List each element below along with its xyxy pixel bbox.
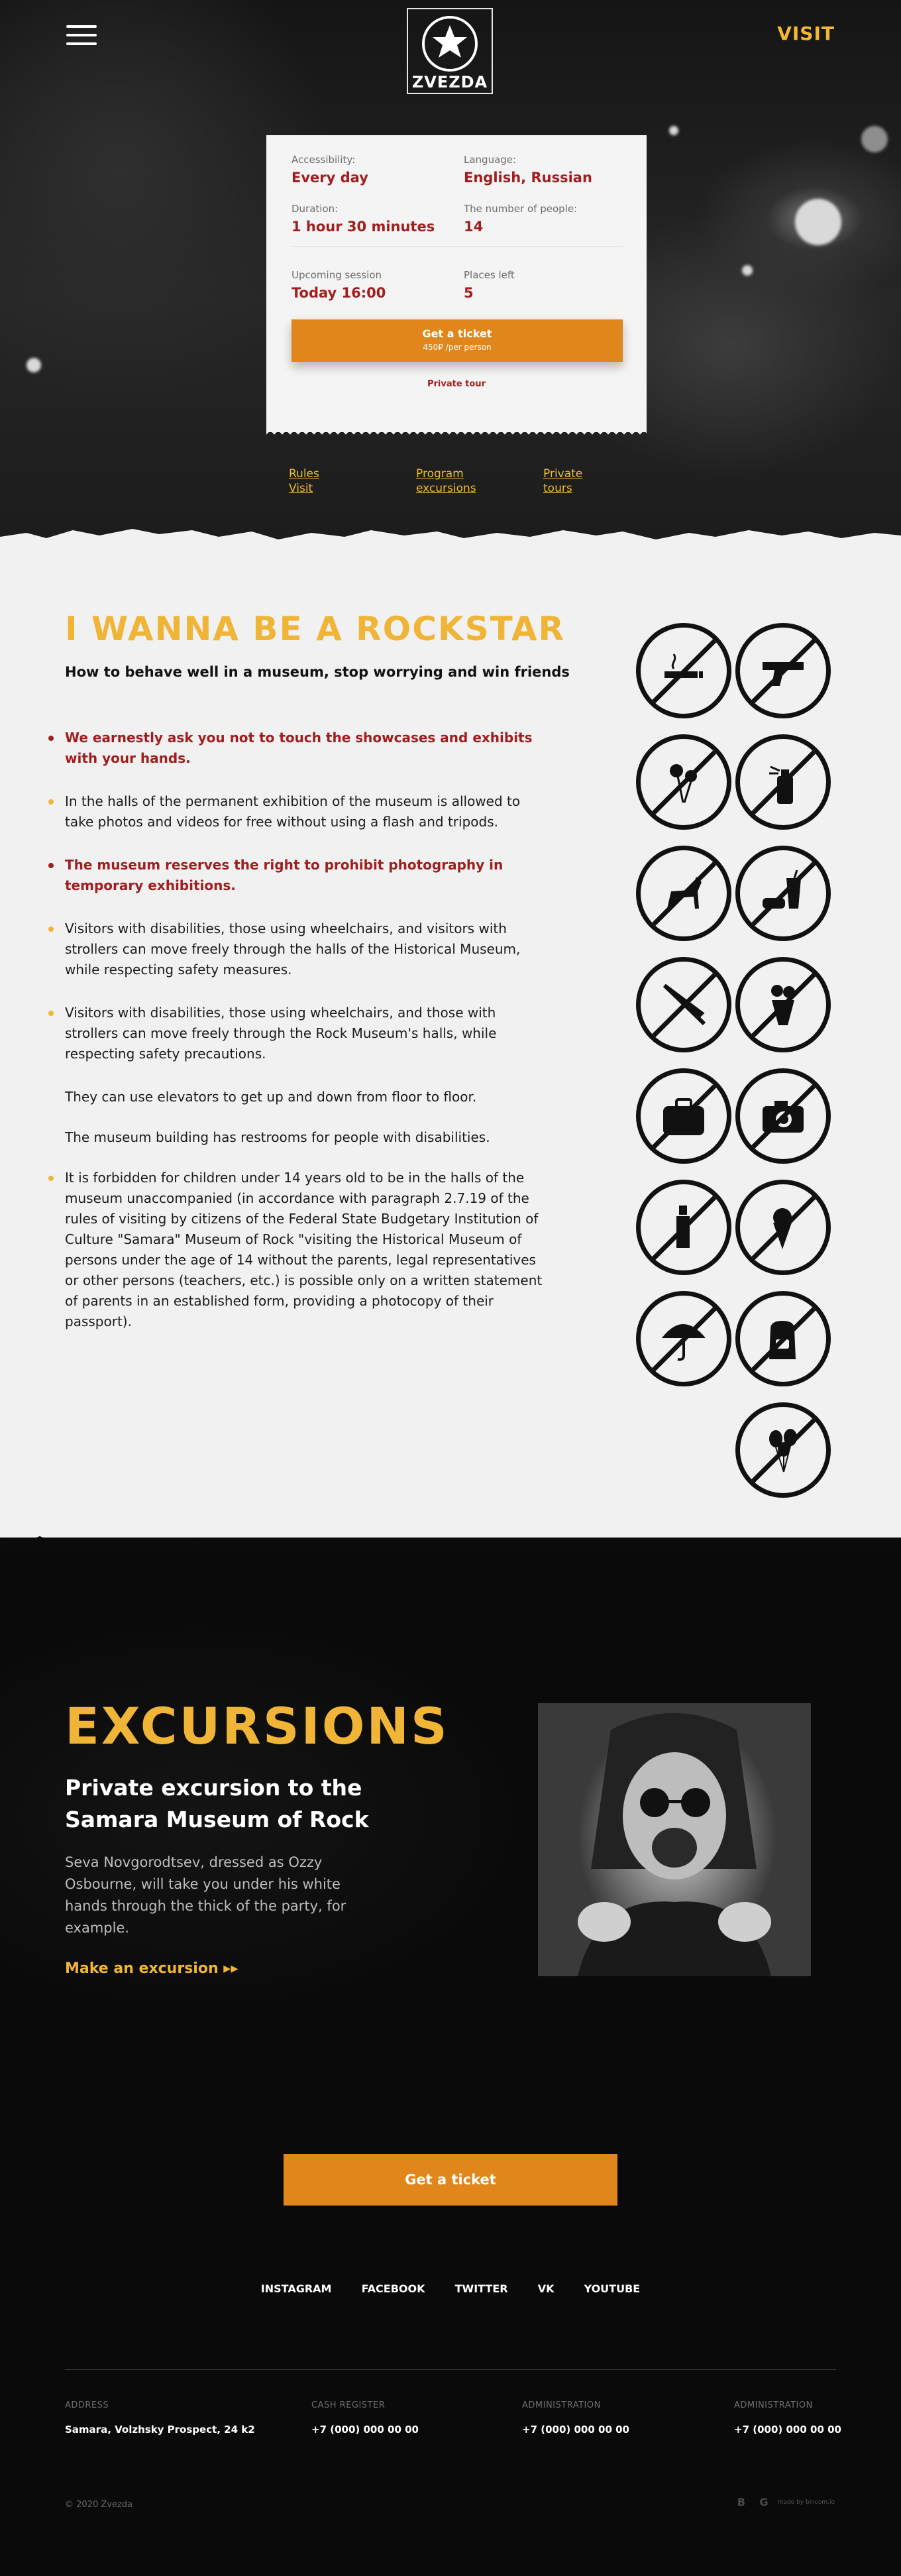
excursion-subtitle: Private excursion to the Samara Museum of Rock [65, 1775, 369, 1832]
excursion-description: Seva Novgorodtsev, dressed as Ozzy Osbourne, will take you under his white hands through the thick of the party, for example. [65, 1854, 346, 1936]
footer-administration [522, 2400, 629, 2436]
hero-section [0, 0, 901, 543]
language-label: Language: [464, 154, 517, 166]
rules-subtitle: How to behave well in a museum, stop worrying and win friends [65, 664, 570, 680]
no-weapons-icon [735, 623, 831, 718]
admin-label: ADMINISTRATION [734, 2400, 813, 2410]
no-balloons-icon [735, 1402, 831, 1498]
private-tour-link[interactable]: Private tour [427, 379, 486, 389]
copyright: © 2020 Zvezda [65, 2500, 132, 2510]
no-ice-cream-icon [735, 1180, 831, 1275]
link-line: Rules [289, 467, 319, 480]
address-label: ADDRESS [65, 2400, 109, 2410]
language-info [464, 154, 623, 186]
people-value: 14 [464, 219, 484, 235]
instagram-link[interactable]: INSTAGRAM [260, 2282, 332, 2295]
accessibility-label: Accessibility: [292, 154, 356, 166]
developer-credit: made by bincom.io [777, 2498, 835, 2506]
address-value: Samara, Volzhsky Prospect, 24 k2 [65, 2424, 255, 2436]
footer-address [65, 2400, 255, 2436]
rules-section [0, 543, 901, 1538]
no-bouquets-icon [735, 957, 831, 1052]
make-excursion-link[interactable] [65, 1960, 238, 1977]
session-info [292, 269, 464, 301]
accessibility-value: Every day [292, 170, 368, 186]
link-line: Program [416, 467, 464, 480]
logo-text: ZVEZDA [411, 73, 488, 91]
hamburger-menu-icon[interactable] [66, 25, 97, 49]
excursions-title: EXCURSIONS [65, 1697, 449, 1756]
rules-list [46, 728, 550, 1355]
accessibility-info [292, 154, 464, 186]
session-value: Today 16:00 [292, 285, 386, 301]
no-spray-icon [735, 734, 831, 830]
session-label: Upcoming session [292, 269, 382, 281]
private-tours-link[interactable] [543, 467, 670, 496]
no-food-drinks-icon [735, 846, 831, 941]
excursions-section [0, 1551, 901, 2576]
link-line: excursions [416, 482, 476, 495]
get-ticket-label: Get a ticket [422, 327, 492, 340]
double-arrow-icon: ▸▸ [223, 1960, 238, 1977]
no-knives-icon [636, 957, 731, 1052]
footer-cash-register [311, 2400, 419, 2436]
rule-item: Visitors with disabilities, those using wheelchairs, and visitors with strollers can move freely through the halls of the Historical Museum, while respecting safety measures. [46, 919, 550, 980]
footer-administration-2 [734, 2400, 841, 2436]
duration-label: Duration: [292, 203, 339, 215]
no-dogs-icon [636, 846, 731, 941]
rule-item: The museum building has restrooms for people with disabilities. [65, 1129, 490, 1145]
duration-info [292, 203, 464, 235]
developer-logo-mark: B G [737, 2496, 774, 2508]
social-links [0, 2282, 901, 2295]
people-label: The number of people: [464, 203, 578, 215]
admin-phone[interactable]: +7 (000) 000 00 00 [734, 2424, 841, 2436]
no-flash-photo-icon [735, 1068, 831, 1164]
twitter-link[interactable]: TWITTER [454, 2282, 508, 2295]
visit-link[interactable]: VISIT [777, 23, 835, 44]
program-excursions-link[interactable] [416, 467, 543, 496]
rules-visit-link[interactable] [289, 467, 416, 496]
admin-phone[interactable]: +7 (000) 000 00 00 [522, 2424, 629, 2436]
get-ticket-button[interactable] [292, 319, 623, 362]
excursion-photo [538, 1703, 811, 1976]
ticket-card [266, 135, 647, 432]
cash-phone[interactable]: +7 (000) 000 00 00 [311, 2424, 419, 2436]
link-line: Private [543, 467, 583, 480]
link-line: tours [543, 482, 572, 495]
places-value: 5 [464, 285, 474, 301]
rule-item: We earnestly ask you not to touch the showcases and exhibits with your hands. [46, 728, 550, 769]
make-excursion-label: Make an excursion [65, 1960, 219, 1977]
get-ticket-cta-button[interactable]: Get a ticket [284, 2154, 617, 2206]
rule-item: It is forbidden for children under 14 years old to be in the halls of the museum unaccompanied (in accordance with paragraph 2.7.19 of the rules of visiting by citizens of the Federal State Budgetary Institution of Culture "Samara" Museum of Rock "visiting the Historical Museum of persons under the age of 14 without the parents, legal representatives or other persons (teachers, etc.) is possible only on a written statement of parents in an established form, providing a photocopy of their passport). [46, 1168, 550, 1332]
admin-label: ADMINISTRATION [522, 2400, 601, 2410]
link-line: Visit [289, 482, 313, 495]
no-smoking-icon [636, 623, 731, 718]
rule-item: The museum reserves the right to prohibit photography in temporary exhibitions. [46, 855, 550, 896]
people-info [464, 203, 623, 235]
cash-label: CASH REGISTER [311, 2400, 386, 2410]
duration-value: 1 hour 30 minutes [292, 219, 435, 235]
hero-nav-links [289, 467, 670, 496]
no-umbrellas-icon [636, 1291, 731, 1386]
vk-link[interactable]: VK [537, 2282, 555, 2295]
rule-item: They can use elevators to get up and down from floor to floor. [65, 1089, 477, 1105]
rule-item: In the halls of the permanent exhibition of the museum is allowed to take photos and videos for free without using a flash and tripods. [46, 791, 550, 832]
places-label: Places left [464, 269, 515, 281]
made-by-link[interactable] [737, 2496, 835, 2508]
footer-divider [65, 2369, 836, 2370]
no-luggage-icon [636, 1068, 731, 1164]
language-value: English, Russian [464, 170, 592, 186]
star-icon [422, 16, 478, 72]
youtube-link[interactable]: YOUTUBE [584, 2282, 641, 2295]
no-backpacks-icon [735, 1291, 831, 1386]
guide-portrait-image [538, 1703, 811, 1976]
places-info [464, 269, 623, 301]
facebook-link[interactable]: FACEBOOK [361, 2282, 425, 2295]
no-bottles-icon [636, 1180, 731, 1275]
rule-item: Visitors with disabilities, those using wheelchairs, and those with strollers can move freely through the Rock Museum's halls, while respecting safety precautions. [46, 1003, 550, 1064]
logo[interactable] [407, 8, 493, 94]
ticket-price: 450₽ /per person [423, 343, 492, 352]
rules-title: I WANNA BE A ROCKSTAR [65, 610, 566, 648]
no-flowers-icon [636, 734, 731, 830]
